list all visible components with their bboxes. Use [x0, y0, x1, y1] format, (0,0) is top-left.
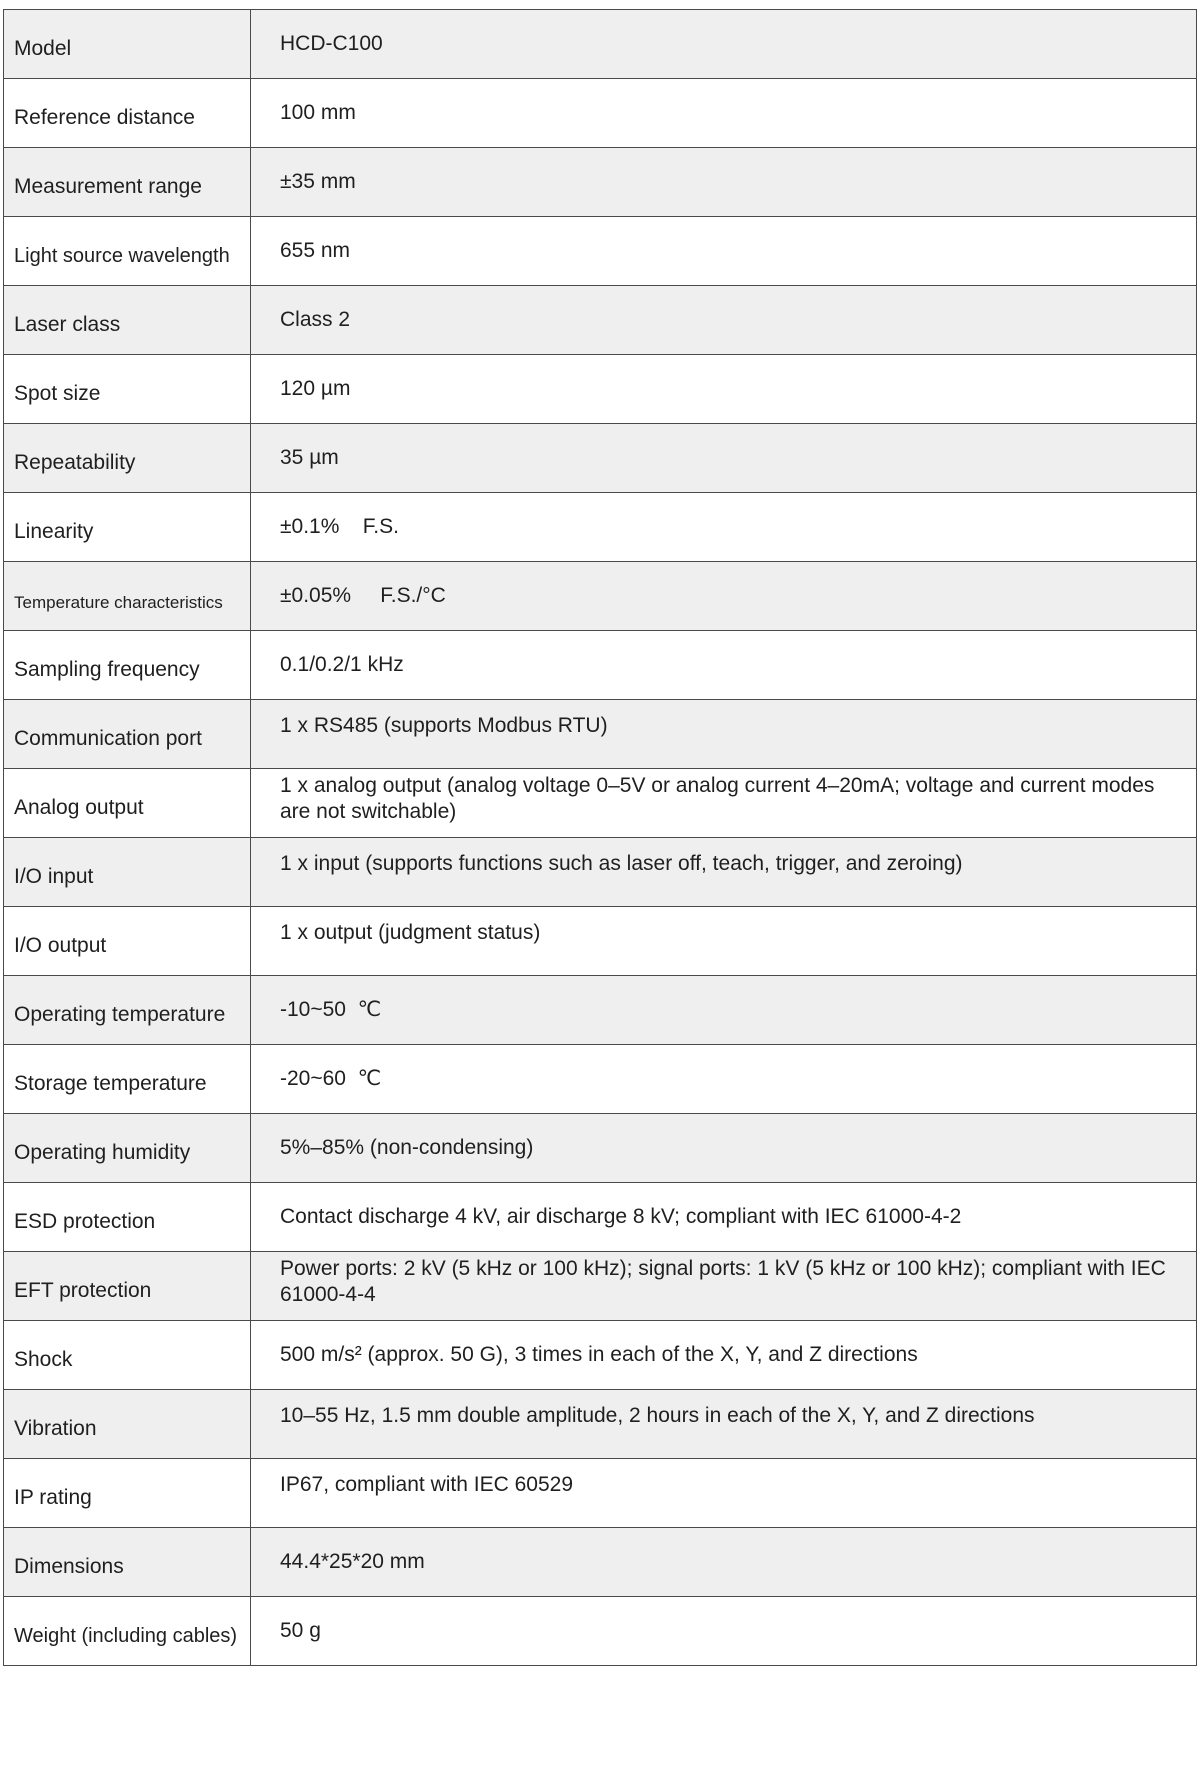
spec-label-cell: [4, 1390, 251, 1459]
spec-row-reference-distance: [4, 79, 1197, 148]
spec-label: Operating humidity: [14, 1141, 191, 1164]
spec-value: ±0.1% F.S.: [280, 515, 399, 538]
spec-value-cell: [251, 424, 1197, 493]
spec-label-cell: [4, 838, 251, 907]
spec-label-cell: [4, 1252, 251, 1321]
spec-label-cell: [4, 700, 251, 769]
spec-row-measurement-range: [4, 148, 1197, 217]
spec-value-cell: [251, 1183, 1197, 1252]
spec-label: ESD protection: [14, 1210, 156, 1233]
spec-value: -10~50 ℃: [280, 998, 382, 1021]
spec-value: Power ports: 2 kV (5 kHz or 100 kHz); signal ports: 1 kV (5 kHz or 100 kHz); compliant with IEC 61000-4-4: [280, 1257, 1166, 1306]
spec-label: Shock: [14, 1348, 73, 1371]
spec-value: ±35 mm: [280, 170, 356, 193]
spec-label-cell: [4, 907, 251, 976]
spec-value-cell: [251, 1390, 1197, 1459]
spec-value-cell: [251, 355, 1197, 424]
spec-row-operating-temperature: [4, 976, 1197, 1045]
spec-label-cell: [4, 424, 251, 493]
spec-value: 1 x analog output (analog voltage 0–5V or analog current 4–20mA; voltage and current modes are not switchable): [280, 774, 1155, 823]
spec-label: Temperature characteristics: [14, 593, 223, 612]
spec-label-cell: [4, 286, 251, 355]
spec-label-cell: [4, 10, 251, 79]
spec-value-cell: [251, 217, 1197, 286]
spec-row-linearity: [4, 493, 1197, 562]
spec-label-cell: [4, 1045, 251, 1114]
spec-value-cell: [251, 1114, 1197, 1183]
spec-label-cell: [4, 1114, 251, 1183]
spec-value-cell: [251, 1321, 1197, 1390]
spec-value: 120 µm: [280, 377, 351, 400]
spec-label-cell: [4, 1459, 251, 1528]
spec-value: Contact discharge 4 kV, air discharge 8 kV; compliant with IEC 61000-4-2: [280, 1205, 962, 1228]
spec-row-analog-output: [4, 769, 1197, 838]
spec-label: Measurement range: [14, 175, 202, 198]
spec-row-model: [4, 10, 1197, 79]
spec-label: Laser class: [14, 313, 121, 336]
spec-row-eft-protection: [4, 1252, 1197, 1321]
spec-row-communication-port: [4, 700, 1197, 769]
spec-value: HCD-C100: [280, 32, 383, 55]
spec-label-cell: [4, 1321, 251, 1390]
spec-label: I/O input: [14, 865, 94, 888]
spec-value-cell: [251, 1459, 1197, 1528]
spec-value-cell: [251, 493, 1197, 562]
spec-label: Sampling frequency: [14, 658, 200, 681]
spec-label-cell: [4, 562, 251, 631]
spec-value: ±0.05% F.S./°C: [280, 584, 446, 607]
spec-label-cell: [4, 976, 251, 1045]
spec-label-cell: [4, 631, 251, 700]
spec-row-storage-temperature: [4, 1045, 1197, 1114]
spec-value-cell: [251, 1045, 1197, 1114]
spec-value-cell: [251, 700, 1197, 769]
spec-label: Weight (including cables): [14, 1625, 238, 1647]
spec-value-cell: [251, 976, 1197, 1045]
spec-label-cell: [4, 355, 251, 424]
spec-label: Analog output: [14, 796, 144, 819]
spec-row-shock: [4, 1321, 1197, 1390]
spec-value: 35 µm: [280, 446, 339, 469]
spec-label: EFT protection: [14, 1279, 152, 1302]
spec-label-cell: [4, 1528, 251, 1597]
spec-label-cell: [4, 148, 251, 217]
spec-value: Class 2: [280, 308, 351, 331]
spec-row-io-input: [4, 838, 1197, 907]
spec-value: 44.4*25*20 mm: [280, 1550, 425, 1573]
spec-row-vibration: [4, 1390, 1197, 1459]
spec-value: 5%–85% (non-condensing): [280, 1136, 534, 1159]
spec-row-spot-size: [4, 355, 1197, 424]
spec-value-cell: [251, 769, 1197, 838]
spec-row-operating-humidity: [4, 1114, 1197, 1183]
spec-row-repeatability: [4, 424, 1197, 493]
spec-label: Operating temperature: [14, 1003, 226, 1026]
spec-row-laser-class: [4, 286, 1197, 355]
spec-value-cell: [251, 562, 1197, 631]
spec-value-cell: [251, 631, 1197, 700]
spec-value-cell: [251, 148, 1197, 217]
spec-value: 10–55 Hz, 1.5 mm double amplitude, 2 hours in each of the X, Y, and Z directions: [280, 1404, 1035, 1427]
spec-value-cell: [251, 1252, 1197, 1321]
spec-label: Communication port: [14, 727, 202, 750]
spec-label: IP rating: [14, 1486, 92, 1509]
spec-value: 1 x RS485 (supports Modbus RTU): [280, 714, 608, 737]
spec-row-light-source-wavelength: [4, 217, 1197, 286]
spec-label: Light source wavelength: [14, 245, 230, 267]
spec-label: Model: [14, 37, 72, 60]
spec-value: 1 x output (judgment status): [280, 921, 541, 944]
spec-row-temperature-characteristics: [4, 562, 1197, 631]
spec-label-cell: [4, 1597, 251, 1666]
spec-label-cell: [4, 769, 251, 838]
spec-label-cell: [4, 1183, 251, 1252]
spec-table: [3, 9, 1197, 1666]
spec-value: 50 g: [280, 1619, 321, 1642]
spec-row-ip-rating: [4, 1459, 1197, 1528]
spec-value-cell: [251, 838, 1197, 907]
spec-value: 655 nm: [280, 239, 351, 262]
spec-value: -20~60 ℃: [280, 1067, 382, 1090]
spec-label: Vibration: [14, 1417, 97, 1440]
spec-label: Dimensions: [14, 1555, 124, 1578]
spec-value-cell: [251, 79, 1197, 148]
spec-label: Repeatability: [14, 451, 136, 474]
spec-value-cell: [251, 1528, 1197, 1597]
spec-value-cell: [251, 907, 1197, 976]
spec-value: 0.1/0.2/1 kHz: [280, 653, 404, 676]
spec-value: 100 mm: [280, 101, 356, 124]
spec-label: Storage temperature: [14, 1072, 207, 1095]
spec-value: 500 m/s² (approx. 50 G), 3 times in each of the X, Y, and Z directions: [280, 1343, 918, 1366]
spec-row-dimensions: [4, 1528, 1197, 1597]
spec-row-weight: [4, 1597, 1197, 1666]
spec-label-cell: [4, 493, 251, 562]
spec-row-esd-protection: [4, 1183, 1197, 1252]
spec-label: Spot size: [14, 382, 101, 405]
spec-value: 1 x input (supports functions such as laser off, teach, trigger, and zeroing): [280, 852, 963, 875]
spec-label: Linearity: [14, 520, 94, 543]
spec-row-io-output: [4, 907, 1197, 976]
spec-row-sampling-frequency: [4, 631, 1197, 700]
spec-label-cell: [4, 217, 251, 286]
spec-value-cell: [251, 286, 1197, 355]
spec-value-cell: [251, 10, 1197, 79]
spec-value: IP67, compliant with IEC 60529: [280, 1473, 573, 1496]
spec-label: I/O output: [14, 934, 107, 957]
spec-value-cell: [251, 1597, 1197, 1666]
spec-label-cell: [4, 79, 251, 148]
spec-label: Reference distance: [14, 106, 195, 129]
